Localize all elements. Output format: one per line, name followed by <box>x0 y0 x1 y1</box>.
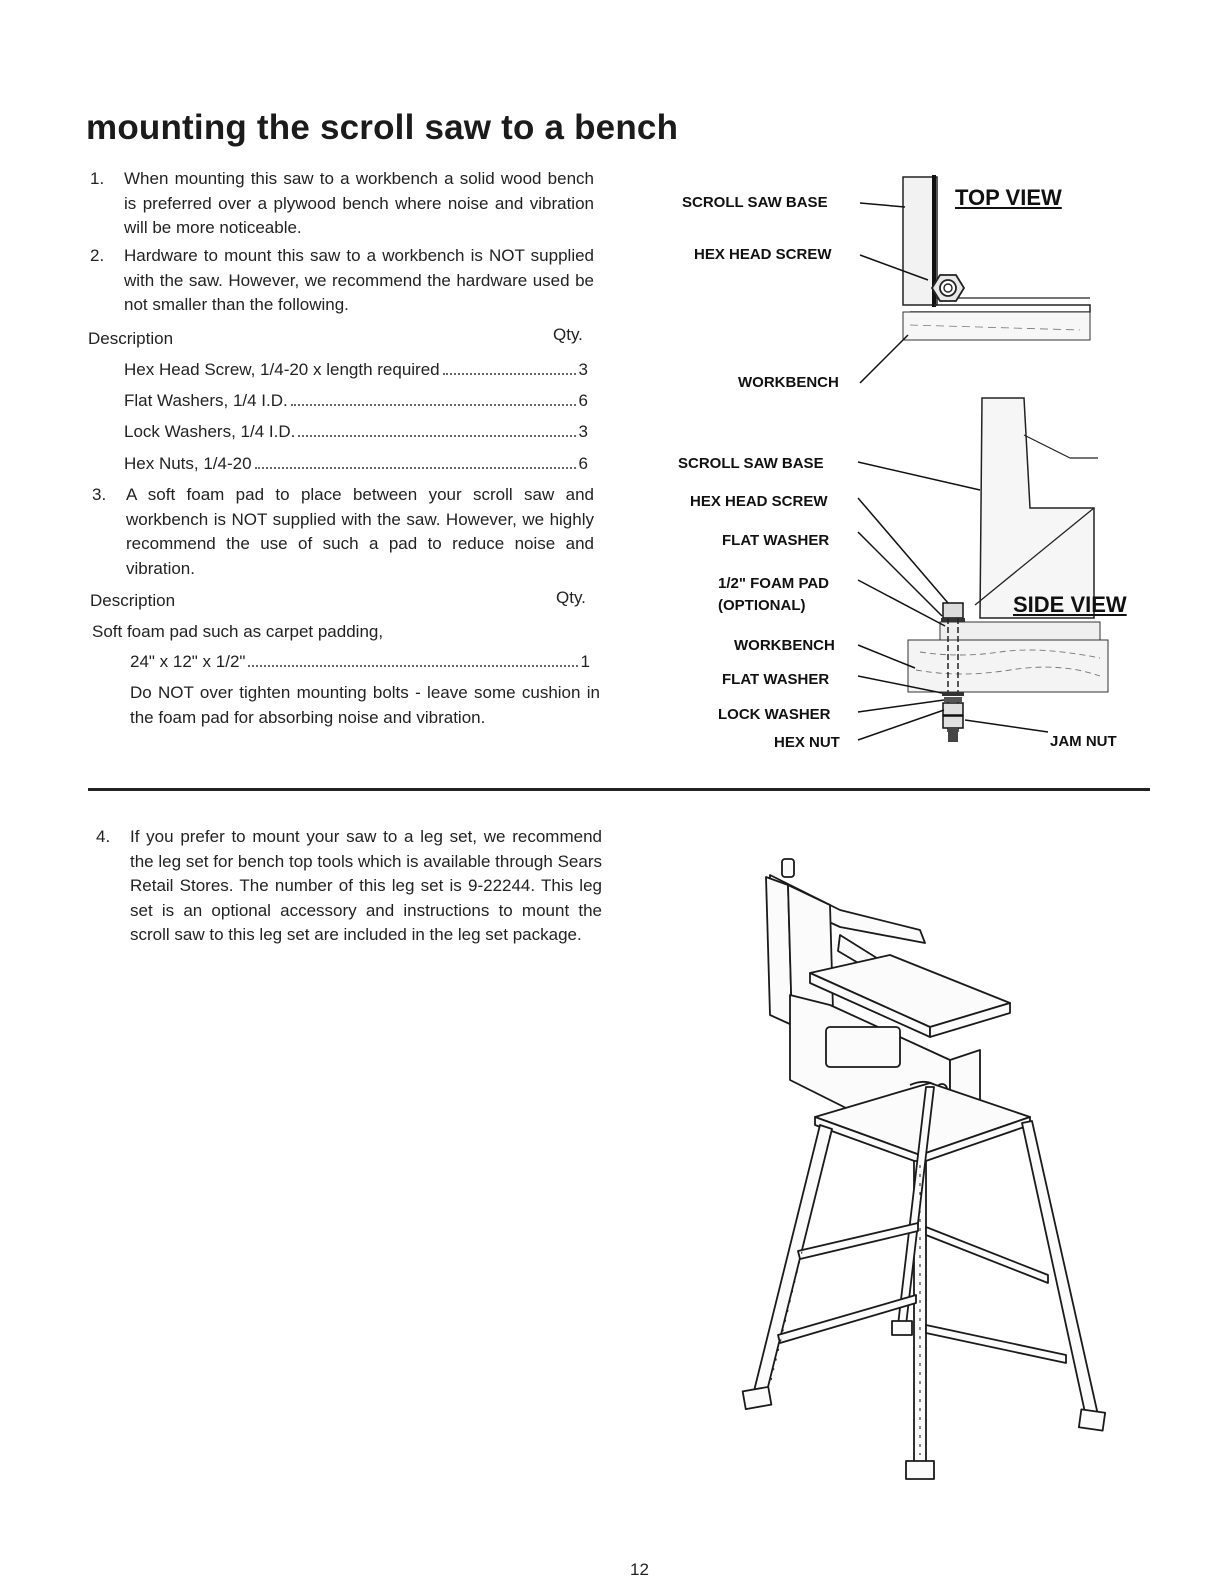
list-item-2 <box>90 244 596 318</box>
scroll-saw-leg-set-illustration <box>730 855 1110 1495</box>
foam-description-header: Description <box>90 591 176 610</box>
item-text: A soft foam pad to place between your scroll saw and workbench is NOT supplied with the saw. However, we highly recommend the use of such a pad to reduce noise and vibration. <box>126 485 594 578</box>
hardware-qty: 3 <box>578 422 588 441</box>
side-view-lock-washer-label: LOCK WASHER <box>718 706 831 723</box>
item-number: 3. <box>92 485 107 504</box>
list-item-3 <box>92 483 598 581</box>
top-view-screw-label: HEX HEAD SCREW <box>694 246 832 263</box>
page-number: 12 <box>630 1560 649 1579</box>
foam-row <box>130 650 590 674</box>
side-view-base-label: SCROLL SAW BASE <box>678 455 824 472</box>
dot-leader <box>291 389 576 406</box>
item-number: 4. <box>96 827 111 846</box>
hardware-row <box>124 389 588 413</box>
hardware-label: Hex Nuts, 1/4-20 <box>124 454 252 473</box>
item-text: When mounting this saw to a workbench a solid wood bench is preferred over a plywood bench where noise and vibration will be more noticeable. <box>124 169 594 237</box>
item-text: If you prefer to mount your saw to a leg set, we recommend the leg set for bench top tools which is available through Sears Retail Stores. The number of this leg set is 9-22244. This leg set is an optional accessory and instructions to mount the scroll saw to this leg set are included in the leg set package. <box>130 827 602 944</box>
hardware-description-header: Description <box>88 329 174 348</box>
top-view-base-label: SCROLL SAW BASE <box>682 194 828 211</box>
section-divider <box>88 788 1150 791</box>
side-view-hex-nut-label: HEX NUT <box>774 734 840 751</box>
foam-qty-header: Qty. <box>556 588 586 607</box>
side-view-jam-nut-label: JAM NUT <box>1050 733 1117 750</box>
hardware-label: Lock Washers, 1/4 I.D. <box>124 422 296 441</box>
foam-description: Soft foam pad such as carpet padding, <box>92 622 384 641</box>
side-view-bench-label: WORKBENCH <box>734 637 835 654</box>
item-number: 2. <box>90 246 105 265</box>
top-view-title: TOP VIEW <box>955 185 1062 210</box>
side-view-foam-optional-label: (OPTIONAL) <box>718 597 806 614</box>
item-text: Hardware to mount this saw to a workbench is NOT supplied with the saw. However, we recommend the hardware used be not smaller than the following. <box>124 246 594 314</box>
hardware-qty: 6 <box>578 391 588 410</box>
side-view-foam-label: 1/2" FOAM PAD <box>718 575 830 592</box>
side-view-flat-washer-bottom-label: FLAT WASHER <box>722 671 830 688</box>
item-number: 1. <box>90 169 105 188</box>
hardware-row <box>124 420 588 444</box>
dot-leader <box>443 358 576 375</box>
hardware-row <box>124 358 588 382</box>
hardware-qty: 3 <box>578 360 588 379</box>
dot-leader <box>248 650 577 667</box>
dot-leader <box>255 452 576 469</box>
hardware-label: Flat Washers, 1/4 I.D. <box>124 391 288 410</box>
page-title: mounting the scroll saw to a bench <box>86 108 679 147</box>
side-view-screw-label: HEX HEAD SCREW <box>690 493 828 510</box>
side-view-flat-washer-label: FLAT WASHER <box>722 532 830 549</box>
list-item-4 <box>96 825 606 975</box>
list-item-1 <box>90 167 596 241</box>
side-view-title: SIDE VIEW <box>1013 592 1127 617</box>
hardware-row <box>124 452 588 476</box>
top-view-bench-label: WORKBENCH <box>738 374 839 391</box>
hardware-qty: 6 <box>578 454 588 473</box>
dot-leader <box>298 420 575 437</box>
foam-note: Do NOT over tighten mounting bolts - leave some cushion in the foam pad for absorbing noise and vibration. <box>130 683 600 727</box>
foam-qty: 1 <box>580 652 590 671</box>
hardware-qty-header: Qty. <box>553 325 583 344</box>
foam-size-label: 24" x 12" x 1/2" <box>130 652 246 671</box>
hardware-label: Hex Head Screw, 1/4-20 x length required <box>124 360 440 379</box>
